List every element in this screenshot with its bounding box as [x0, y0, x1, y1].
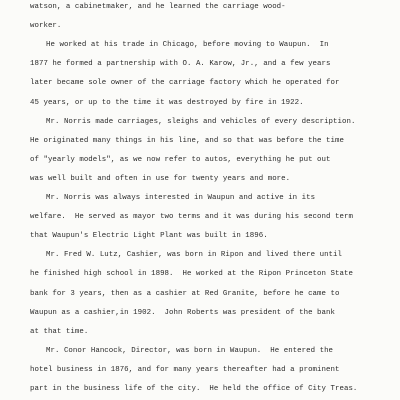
text-line: Mr. Norris was always interested in Waupun and active in its: [46, 194, 316, 202]
text-line: later became sole owner of the carriage factory which he operated for: [30, 79, 340, 88]
text-line: bank for 3 years, then as a cashier at Red Granite, before he came to: [30, 289, 340, 298]
text-line: welfare. He served as mayor two terms and it was during his second term: [30, 213, 353, 222]
text-line: of "yearly models", as we now refer to autos, everything he put out: [30, 155, 331, 164]
text-line: worker.: [30, 22, 62, 31]
text-line: 45 years, or up to the time it was destroyed by fire in 1922.: [30, 98, 304, 107]
text-line: Mr. Norris made carriages, sleighs and vehicles of every description.: [46, 117, 356, 126]
text-line: was well built and often in use for twenty years and more.: [30, 174, 291, 183]
text-line: he finished high school in 1898. He worked at the Ripon Princeton State: [30, 270, 353, 279]
text-line: Waupun as a cashier,in 1902. John Roberts was president of the bank: [30, 308, 335, 317]
text-line: part in the business life of the city. He held the office of City Treas.: [30, 385, 358, 393]
text-line: at that time.: [30, 327, 89, 336]
text-line: that Waupun's Electric Light Plant was built in 1896.: [30, 232, 268, 241]
text-line: He worked at his trade in Chicago, before moving to Waupun. In: [46, 41, 329, 50]
text-line: 1877 he formed a partnership with O. A. Karow, Jr., and a few years: [30, 60, 331, 69]
text-line: He originated many things in his line, and so that was before the time: [30, 136, 344, 145]
text-line: Mr. Conor Hancock, Director, was born in Waupun. He entered the: [46, 346, 334, 355]
text-line: Mr. Fred W. Lutz, Cashier, was born in Ripon and lived there until: [46, 251, 343, 260]
text-line: watson, a cabinetmaker, and he learned the carriage wood-: [30, 3, 286, 11]
text-line: hotel business in 1876, and for many years thereafter had a prominent: [30, 365, 340, 374]
